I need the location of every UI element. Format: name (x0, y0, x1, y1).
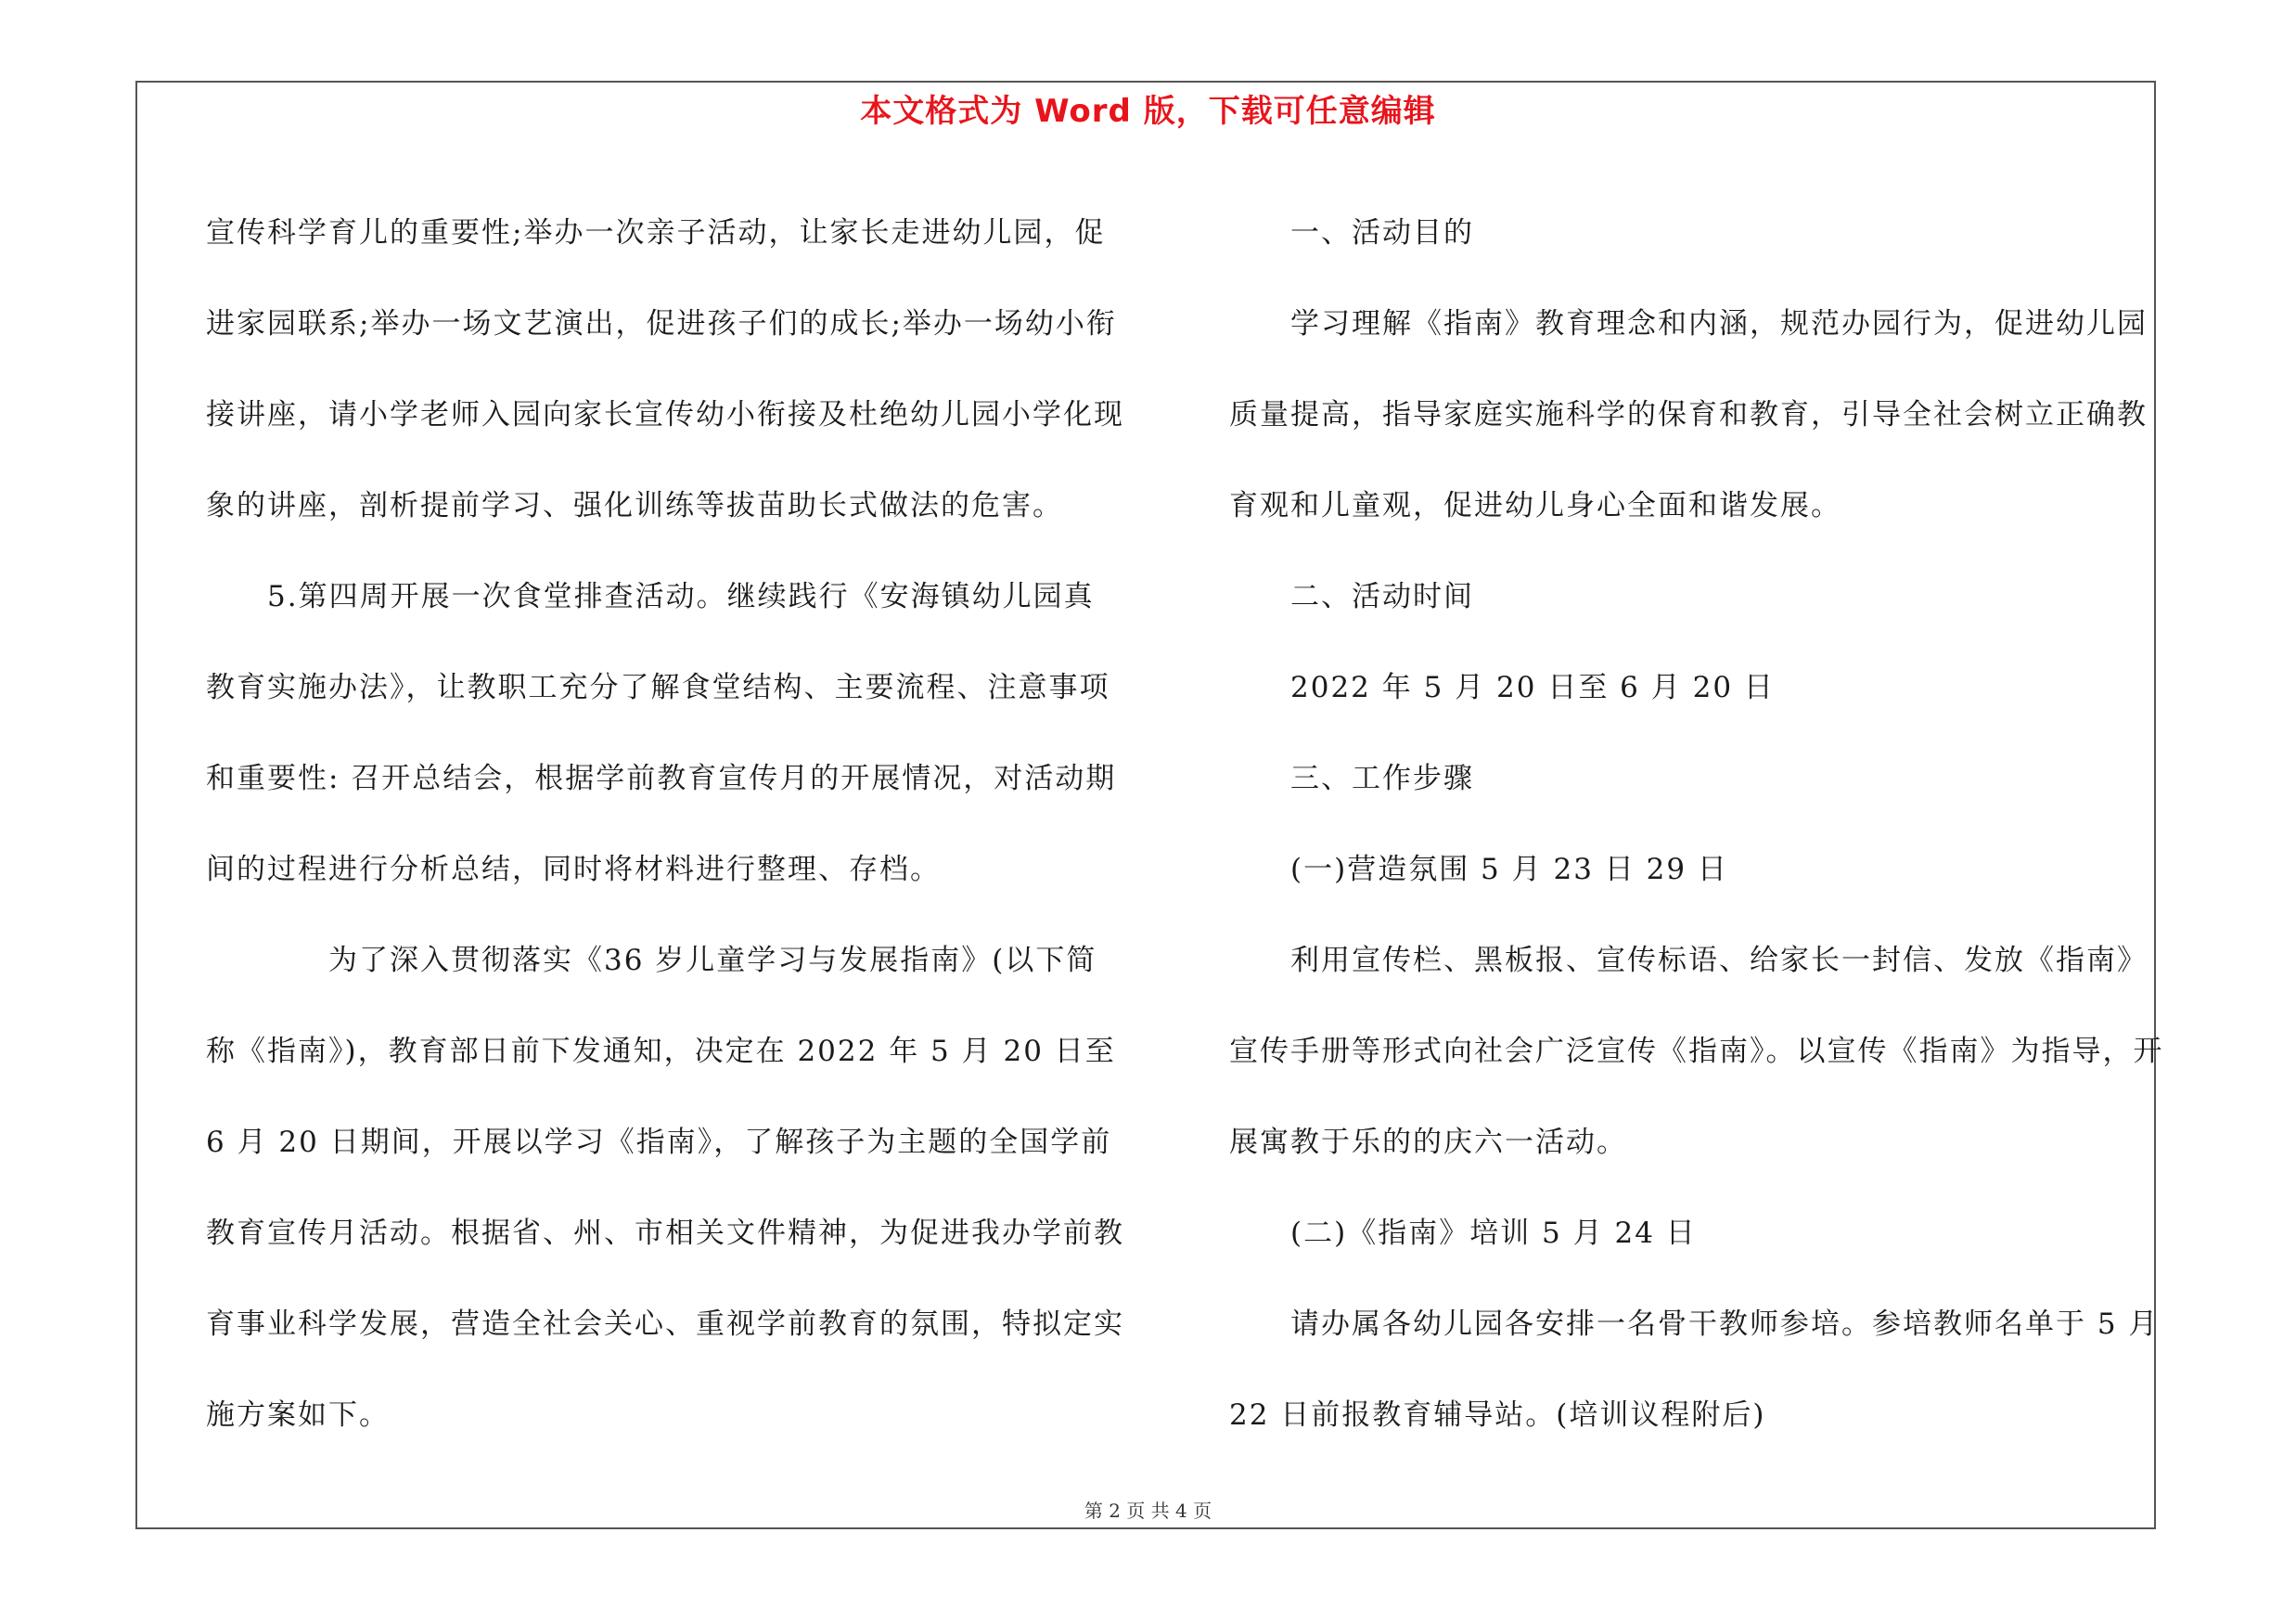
paragraph: 5.第四周开展一次食堂排查活动。继续践行《安海镇幼儿园真教育实施办法》，让教职工充分了解食堂结构、主要流程、注意事项和重要性: 召开总结会，根据学前教育宣传月的开展情况，对活动期间的过程进行分析总结，同时将材料进行整理、存档。 (206, 580, 1117, 886)
left-column (206, 187, 1124, 1461)
paragraph: 学习理解《指南》教育理念和内涵，规范办园行为，促进幼儿园质量提高，指导家庭实施科学的保育和教育，引导全社会树立正确教育观和儿童观，促进幼儿身心全面和谐发展。 (1229, 307, 2148, 522)
sub-heading: (一)营造氛围 5 月 23 日 29 日 (1290, 853, 1728, 886)
word-format-banner: 本文格式为 Word 版，下载可任意编辑 (860, 93, 1436, 130)
paragraph: 为了深入贯彻落实《36 岁儿童学习与发展指南》(以下简称《指南》)，教育部日前下发通知，决定在 2022 年 5 月 20 日至 6 月 20 日期间，开展以学习《指南》，了解孩子为主题的全国学前教育宣传月活动。根据省、州、市相关文件精神，为促进我办学前教育事业科学发展，营造全社会关心、重视学前教育的氛围，特拟定实施方案如下。 (206, 944, 1124, 1432)
section-heading: 一、活动目的 (1290, 216, 1474, 250)
paragraph: 宣传科学育儿的重要性;举办一次亲子活动，让家长走进幼儿园，促进家园联系;举办一场文艺演出，促进孩子们的成长;举办一场幼小衔接讲座，请小学老师入园向家长宣传幼小衔接及杜绝幼儿园小学化现象的讲座，剖析提前学习、强化训练等拔苗助长式做法的危害。 (206, 216, 1124, 522)
page-number: 第 2 页 共 4 页 (1084, 1500, 1212, 1522)
sub-heading: (二)《指南》培训 5 月 24 日 (1290, 1217, 1697, 1250)
paragraph: 利用宣传栏、黑板报、宣传标语、给家长一封信、发放《指南》宣传手册等形式向社会广泛宣传《指南》。以宣传《指南》为指导，开展寓教于乐的的庆六一活动。 (1229, 944, 2164, 1159)
section-heading: 三、工作步骤 (1290, 762, 1474, 795)
section-heading: 二、活动时间 (1290, 580, 1474, 613)
paragraph: 请办属各幼儿园各安排一名骨干教师参培。参培教师名单于 5 月 22 日前报教育辅导站。(培训议程附后) (1229, 1307, 2160, 1432)
paragraph: 2022 年 5 月 20 日至 6 月 20 日 (1290, 671, 1775, 704)
right-column (1229, 187, 2166, 1461)
